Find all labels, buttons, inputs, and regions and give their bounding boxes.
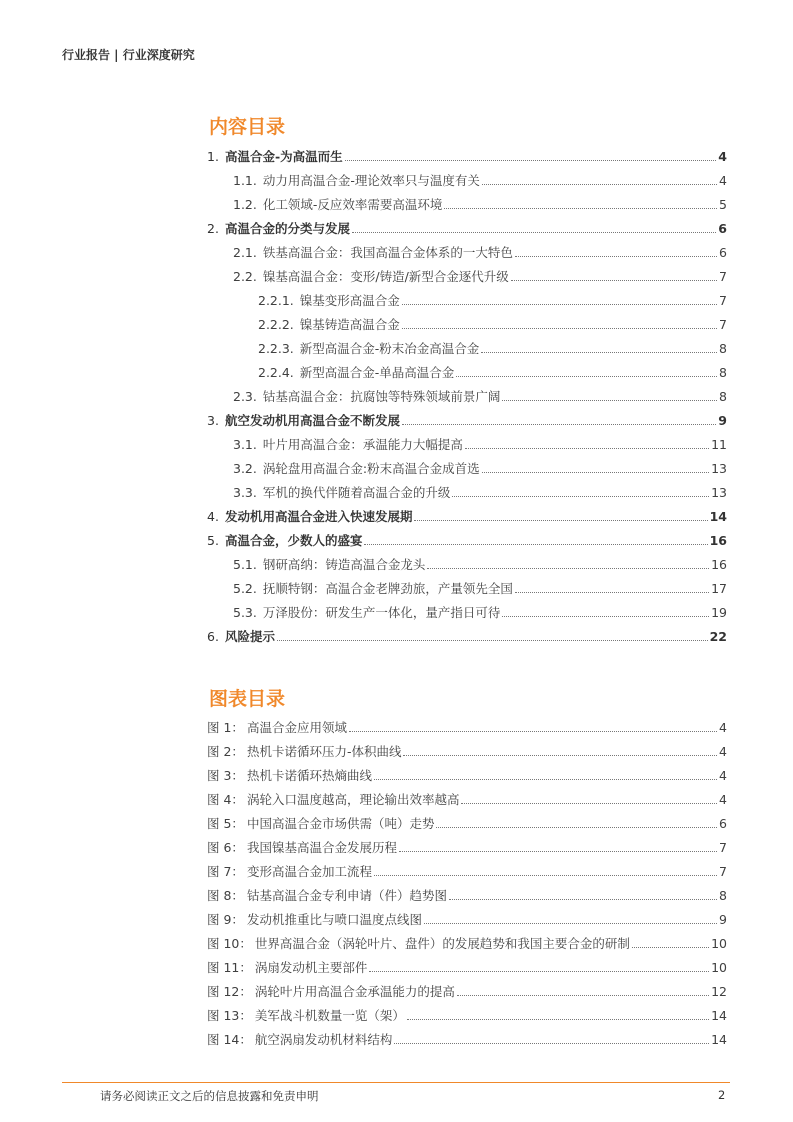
dot-leader <box>511 280 717 281</box>
figure-entry[interactable] <box>207 808 727 832</box>
dot-leader <box>407 1019 709 1020</box>
entry-number: 1. <box>207 149 219 164</box>
entry-page: 8 <box>719 389 727 404</box>
dot-leader <box>364 544 707 545</box>
toc-entry[interactable] <box>207 165 727 189</box>
entry-page: 12 <box>711 984 727 999</box>
entry-number: 图 1： <box>207 720 244 735</box>
entry-text: 高温合金应用领域 <box>246 720 347 735</box>
dot-leader <box>482 472 710 473</box>
entry-page: 16 <box>709 533 727 548</box>
entry-text: 发动机用高温合金进入快速发展期 <box>224 509 413 524</box>
entry-number: 图 4： <box>207 792 244 807</box>
entry-page: 4 <box>718 149 727 164</box>
toc-list <box>207 141 727 645</box>
entry-page: 14 <box>711 1032 727 1047</box>
entry-page: 7 <box>719 269 727 284</box>
entry-text: 抚顺特钢：高温合金老牌劲旅，产量领先全国 <box>262 581 513 596</box>
entry-number: 图 11： <box>207 960 252 975</box>
entry-page: 17 <box>711 581 727 596</box>
entry-page: 9 <box>719 912 727 927</box>
entry-number: 2.1. <box>233 245 257 260</box>
dot-leader <box>515 256 717 257</box>
entry-text: 钴基高温合金：抗腐蚀等特殊领域前景广阔 <box>262 389 501 404</box>
entry-text: 风险提示 <box>224 629 275 644</box>
entry-number: 2.2.2. <box>258 317 294 332</box>
dot-leader <box>352 232 716 233</box>
dot-leader <box>414 520 707 521</box>
dot-leader <box>402 424 716 425</box>
entry-page: 4 <box>719 720 727 735</box>
entry-text: 中国高温合金市场供需（吨）走势 <box>246 816 435 831</box>
entry-page: 6 <box>719 816 727 831</box>
dot-leader <box>502 616 709 617</box>
dot-leader <box>515 592 709 593</box>
entry-text: 军机的换代伴随着高温合金的升级 <box>262 485 451 500</box>
toc-entry[interactable] <box>207 309 727 333</box>
entry-text: 变形高温合金加工流程 <box>246 864 372 879</box>
entry-page: 14 <box>709 509 727 524</box>
entry-text: 我国镍基高温合金发展历程 <box>246 840 397 855</box>
entry-page: 4 <box>719 173 727 188</box>
toc-entry[interactable] <box>207 285 727 309</box>
figure-entry[interactable] <box>207 832 727 856</box>
entry-page: 5 <box>719 197 727 212</box>
entry-text: 镍基铸造高温合金 <box>299 317 400 332</box>
toc-entry[interactable] <box>207 333 727 357</box>
toc-entry[interactable] <box>207 357 727 381</box>
entry-text: 动力用高温合金-理论效率只与温度有关 <box>262 173 480 188</box>
entry-number: 图 12： <box>207 984 252 999</box>
toc-entry[interactable] <box>207 573 727 597</box>
entry-text: 镍基变形高温合金 <box>299 293 400 308</box>
entry-text: 航空发动机用高温合金不断发展 <box>224 413 400 428</box>
entry-number: 2.2.3. <box>258 341 294 356</box>
toc-entry[interactable] <box>207 213 727 237</box>
entry-number: 图 3： <box>207 768 244 783</box>
entry-text: 化工领域-反应效率需要高温环境 <box>262 197 443 212</box>
entry-text: 高温合金的分类与发展 <box>224 221 350 236</box>
dot-leader <box>502 400 717 401</box>
entry-number: 2.2.4. <box>258 365 294 380</box>
dot-leader <box>374 779 717 780</box>
entry-text: 世界高温合金（涡轮叶片、盘件）的发展趋势和我国主要合金的研制 <box>254 936 630 951</box>
entry-number: 3.2. <box>233 461 257 476</box>
figure-entry[interactable] <box>207 952 727 976</box>
toc-entry[interactable] <box>207 237 727 261</box>
entry-page: 22 <box>709 629 727 644</box>
figure-entry[interactable] <box>207 976 727 1000</box>
entry-text: 涡轮叶片用高温合金承温能力的提高 <box>254 984 455 999</box>
dot-leader <box>402 304 717 305</box>
figure-entry[interactable] <box>207 1024 727 1048</box>
dot-leader <box>403 755 717 756</box>
entry-text: 新型高温合金-单晶高温合金 <box>299 365 455 380</box>
toc-entry[interactable] <box>207 597 727 621</box>
toc-entry[interactable] <box>207 453 727 477</box>
toc-entry[interactable] <box>207 261 727 285</box>
figure-entry[interactable] <box>207 736 727 760</box>
dot-leader <box>481 352 717 353</box>
dot-leader <box>456 376 717 377</box>
entry-number: 图 5： <box>207 816 244 831</box>
toc-entry[interactable] <box>207 477 727 501</box>
entry-page: 8 <box>719 888 727 903</box>
entry-page: 11 <box>711 437 727 452</box>
entry-number: 图 2： <box>207 744 244 759</box>
entry-number: 图 6： <box>207 840 244 855</box>
entry-number: 1.1. <box>233 173 257 188</box>
figure-list-title: 图表目录 <box>209 688 286 710</box>
entry-text: 铁基高温合金：我国高温合金体系的一大特色 <box>262 245 513 260</box>
entry-text: 热机卡诺循环压力-体积曲线 <box>246 744 402 759</box>
entry-number: 5.2. <box>233 581 257 596</box>
entry-number: 2.3. <box>233 389 257 404</box>
figure-list <box>207 712 727 1048</box>
entry-number: 6. <box>207 629 219 644</box>
figure-entry[interactable] <box>207 1000 727 1024</box>
footer-divider <box>62 1082 730 1083</box>
toc-entry[interactable] <box>207 525 727 549</box>
entry-page: 14 <box>711 1008 727 1023</box>
dot-leader <box>374 875 717 876</box>
dot-leader <box>632 947 709 948</box>
entry-number: 1.2. <box>233 197 257 212</box>
entry-number: 图 7： <box>207 864 244 879</box>
dot-leader <box>452 496 709 497</box>
entry-text: 热机卡诺循环热熵曲线 <box>246 768 372 783</box>
figure-entry[interactable] <box>207 712 727 736</box>
entry-page: 4 <box>719 744 727 759</box>
dot-leader <box>277 640 708 641</box>
dot-leader <box>345 160 717 161</box>
toc-entry[interactable] <box>207 381 727 405</box>
entry-number: 2.2. <box>233 269 257 284</box>
entry-text: 美军战斗机数量一览（架） <box>254 1008 405 1023</box>
entry-number: 图 14： <box>207 1032 252 1047</box>
report-header: 行业报告 | 行业深度研究 <box>62 48 195 62</box>
dot-leader <box>427 568 709 569</box>
entry-text: 镍基高温合金：变形/铸造/新型合金逐代升级 <box>262 269 509 284</box>
entry-page: 8 <box>719 341 727 356</box>
dot-leader <box>482 184 717 185</box>
dot-leader <box>424 923 717 924</box>
dot-leader <box>402 328 717 329</box>
toc-entry[interactable] <box>207 501 727 525</box>
entry-text: 发动机推重比与喷口温度点线图 <box>246 912 422 927</box>
figure-entry[interactable] <box>207 928 727 952</box>
toc-entry[interactable] <box>207 549 727 573</box>
dot-leader <box>465 448 709 449</box>
dot-leader <box>436 827 717 828</box>
entry-number: 图 9： <box>207 912 244 927</box>
entry-number: 图 10： <box>207 936 252 951</box>
entry-number: 5.1. <box>233 557 257 572</box>
entry-page: 4 <box>719 768 727 783</box>
entry-number: 图 8： <box>207 888 244 903</box>
entry-text: 万泽股份：研发生产一体化，量产指日可待 <box>262 605 501 620</box>
entry-page: 7 <box>719 317 727 332</box>
entry-text: 高温合金-为高温而生 <box>224 149 343 164</box>
entry-page: 13 <box>711 485 727 500</box>
entry-number: 5. <box>207 533 219 548</box>
entry-page: 6 <box>718 221 727 236</box>
toc-entry[interactable] <box>207 189 727 213</box>
figure-entry[interactable] <box>207 904 727 928</box>
dot-leader <box>369 971 709 972</box>
dot-leader <box>457 995 709 996</box>
dot-leader <box>399 851 717 852</box>
entry-text: 钢研高纳：铸造高温合金龙头 <box>262 557 426 572</box>
entry-text: 涡轮入口温度越高，理论输出效率越高 <box>246 792 460 807</box>
toc-entry[interactable] <box>207 621 727 645</box>
dot-leader <box>461 803 717 804</box>
entry-text: 叶片用高温合金：承温能力大幅提高 <box>262 437 463 452</box>
entry-page: 7 <box>719 293 727 308</box>
entry-text: 涡扇发动机主要部件 <box>254 960 368 975</box>
figure-entry[interactable] <box>207 784 727 808</box>
entry-page: 7 <box>719 840 727 855</box>
entry-page: 8 <box>719 365 727 380</box>
dot-leader <box>349 731 717 732</box>
dot-leader <box>449 899 717 900</box>
entry-page: 7 <box>719 864 727 879</box>
entry-page: 4 <box>719 792 727 807</box>
toc-entry[interactable] <box>207 429 727 453</box>
entry-text: 钴基高温合金专利申请（件）趋势图 <box>246 888 447 903</box>
entry-text: 高温合金，少数人的盛宴 <box>224 533 363 548</box>
footer-disclaimer: 请务必阅读正文之后的信息披露和免责申明 <box>100 1089 319 1103</box>
dot-leader <box>394 1043 709 1044</box>
entry-page: 6 <box>719 245 727 260</box>
entry-page: 13 <box>711 461 727 476</box>
entry-number: 2. <box>207 221 219 236</box>
entry-number: 4. <box>207 509 219 524</box>
figure-entry[interactable] <box>207 880 727 904</box>
dot-leader <box>444 208 717 209</box>
entry-number: 图 13： <box>207 1008 252 1023</box>
figure-entry[interactable] <box>207 760 727 784</box>
entry-text: 航空涡扇发动机材料结构 <box>254 1032 393 1047</box>
entry-number: 3.1. <box>233 437 257 452</box>
toc-entry[interactable] <box>207 141 727 165</box>
entry-number: 3.3. <box>233 485 257 500</box>
toc-title: 内容目录 <box>209 116 286 138</box>
entry-text: 新型高温合金-粉末冶金高温合金 <box>299 341 480 356</box>
entry-text: 涡轮盘用高温合金:粉末高温合金成首选 <box>262 461 480 476</box>
entry-page: 10 <box>711 936 727 951</box>
entry-page: 19 <box>711 605 727 620</box>
entry-page: 10 <box>711 960 727 975</box>
entry-page: 9 <box>718 413 727 428</box>
entry-number: 3. <box>207 413 219 428</box>
entry-number: 5.3. <box>233 605 257 620</box>
toc-entry[interactable] <box>207 405 727 429</box>
entry-number: 2.2.1. <box>258 293 294 308</box>
figure-entry[interactable] <box>207 856 727 880</box>
page-number: 2 <box>718 1088 726 1102</box>
entry-page: 16 <box>711 557 727 572</box>
